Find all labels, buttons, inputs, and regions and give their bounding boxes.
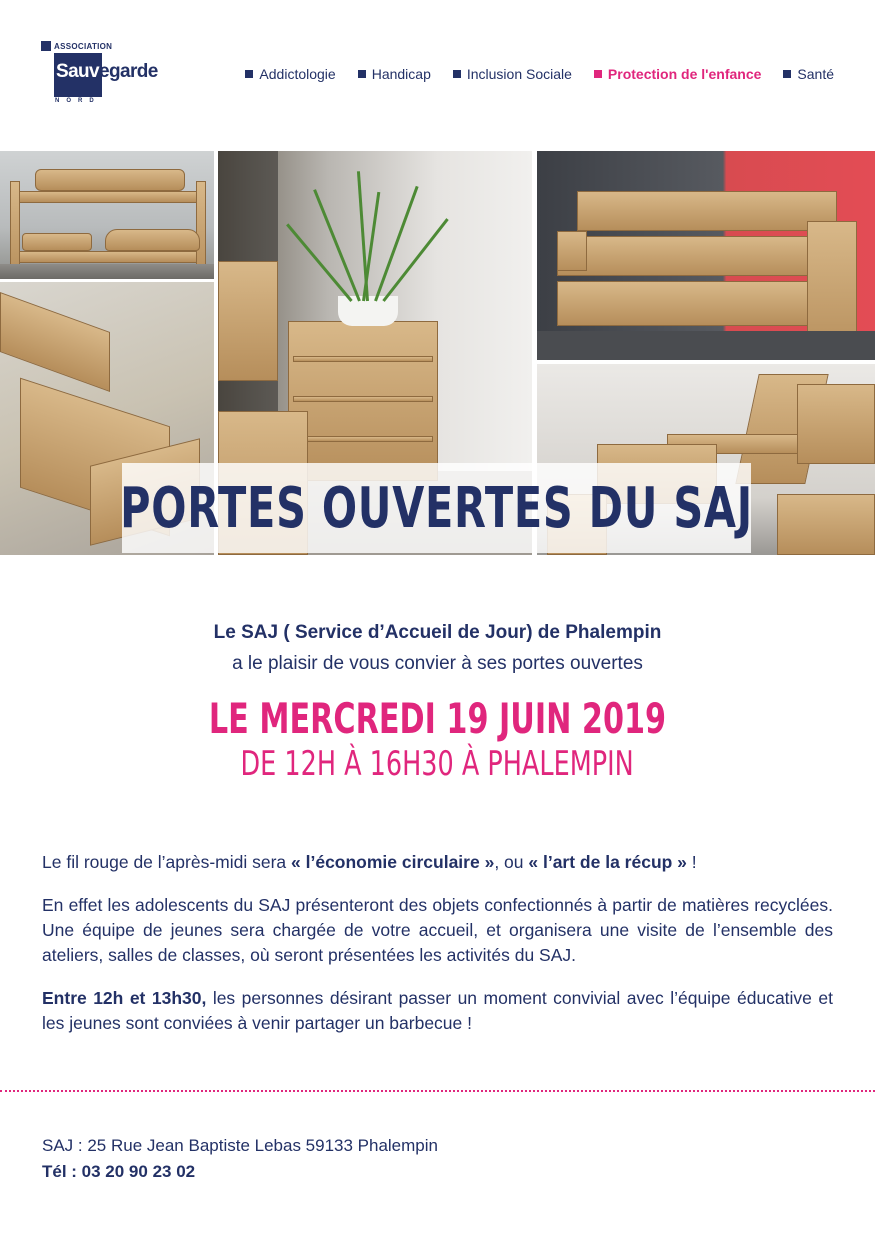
- main-nav: [245, 66, 834, 82]
- logo-name-part2: egarde: [99, 61, 158, 82]
- nav-item-label: Handicap: [371, 66, 431, 82]
- dotted-divider: [0, 1090, 875, 1092]
- paragraph-theme-bold1: « l’économie circulaire »: [291, 852, 495, 872]
- event-time-place-text: DE 12H À 16H30 À PHALEMPIN: [240, 744, 635, 784]
- nav-item-addictologie[interactable]: [245, 66, 335, 82]
- logo-name-part1: Sauv: [56, 61, 100, 82]
- square-bullet-icon: [358, 70, 366, 78]
- logo-square: [41, 41, 51, 51]
- event-title: PORTES OUVERTES DU SAJ: [120, 475, 753, 541]
- nav-item-sante[interactable]: [783, 66, 834, 82]
- nav-item-label: Inclusion Sociale: [466, 66, 572, 82]
- nav-item-inclusion-sociale[interactable]: [453, 66, 572, 82]
- square-bullet-icon: [594, 70, 602, 78]
- nav-item-handicap[interactable]: [358, 66, 431, 82]
- footer-phone[interactable]: Tél : 03 20 90 23 02: [42, 1162, 196, 1181]
- photo-wooden-toy-trucks: [0, 151, 214, 279]
- paragraph-theme-bold2: « l’art de la récup »: [528, 852, 687, 872]
- paragraph-barbecue-rest: les personnes désirant passer un moment convivial avec l’équipe éducative et les jeunes sont conviées à venir partager un barbecue !: [42, 988, 833, 1033]
- paragraph-theme-end: !: [686, 852, 697, 872]
- intro-line1: Le SAJ ( Service d’Accueil de Jour) de Phalempin: [213, 622, 662, 643]
- paragraph-theme-mid: , ou: [494, 852, 529, 872]
- association-logo[interactable]: [41, 41, 166, 107]
- paragraph-barbecue-bold: Entre 12h et 13h30,: [42, 988, 207, 1008]
- paragraph-theme: [42, 850, 833, 875]
- event-time-place: [0, 744, 875, 784]
- logo-region: NORD: [55, 98, 101, 104]
- paragraph-theme-pre: Le fil rouge de l’après-midi sera: [42, 852, 292, 872]
- intro-line2: a le plaisir de vous convier à ses portes ouvertes: [232, 653, 643, 674]
- logo-association-label: ASSOCIATION: [54, 42, 113, 51]
- photo-collage: [0, 151, 875, 555]
- paragraph-description: En effet les adolescents du SAJ présenteront des objets confectionnés à partir de matières recyclées. Une équipe de jeunes sera chargée de votre accueil, et organisera une visite de l’ensemble des ateliers, salles de classes, où seront présentées les activités du SAJ.: [42, 895, 833, 965]
- footer-address: SAJ : 25 Rue Jean Baptiste Lebas 59133 Phalempin: [42, 1136, 438, 1155]
- photo-pallet-sofa: [537, 151, 875, 360]
- square-bullet-icon: [783, 70, 791, 78]
- nav-item-label: Addictologie: [259, 66, 336, 82]
- logo-name: [56, 61, 158, 83]
- event-date: [0, 694, 875, 743]
- nav-item-protection-enfance[interactable]: [594, 66, 761, 82]
- nav-item-label: Santé: [797, 66, 834, 82]
- square-bullet-icon: [453, 70, 461, 78]
- event-title-banner: [122, 463, 751, 553]
- paragraph-barbecue: [42, 986, 833, 1036]
- event-date-text: LE MERCREDI 19 JUIN 2019: [208, 694, 667, 743]
- square-bullet-icon: [245, 70, 253, 78]
- nav-item-label: Protection de l'enfance: [607, 66, 762, 82]
